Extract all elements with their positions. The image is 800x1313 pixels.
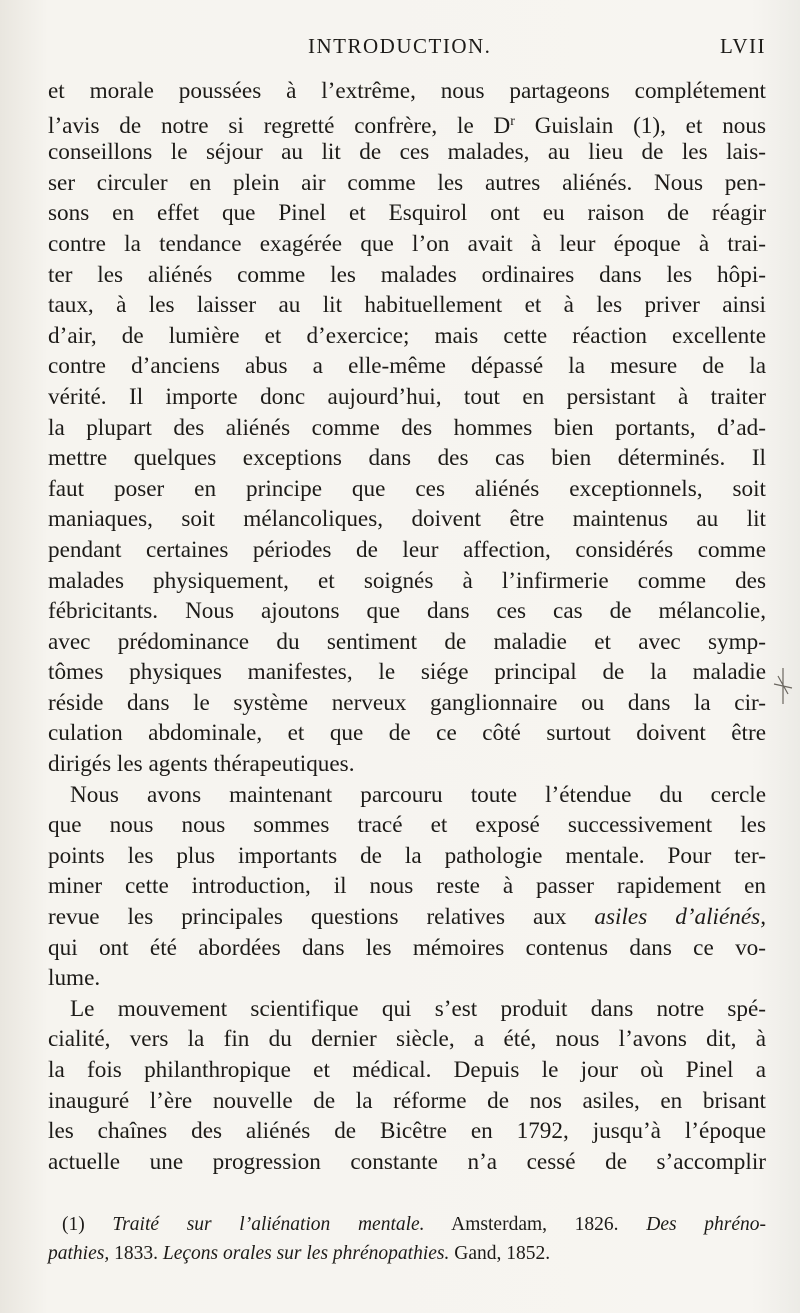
text-line: actuelle une progression constante n’a cessé de s’accomplir bbox=[48, 1148, 766, 1175]
text-fragment: Guislain (1), et nous bbox=[514, 112, 766, 139]
footnote bbox=[48, 1210, 766, 1268]
text-line: malades physiquement, et soignés à l’infirmerie comme des bbox=[48, 567, 766, 594]
footnote-line bbox=[48, 1210, 766, 1239]
page-number: LVII bbox=[719, 34, 766, 58]
text-line: ter les aliénés comme les malades ordinaires dans les hôpi- bbox=[48, 261, 766, 288]
text-line: dirigés les agents thérapeutiques. bbox=[48, 751, 355, 778]
text-line: et morale poussées à l’extrême, nous partageons complétement bbox=[48, 78, 766, 104]
text-line: lume. bbox=[48, 965, 101, 992]
text-line: faut poser en principe que ces aliénés exceptionnels, soit bbox=[48, 475, 766, 502]
text-line: contre la tendance exagérée que l’on avait à leur époque à trai- bbox=[48, 230, 766, 257]
text-line: miner cette introduction, il nous reste à passer rapidement en bbox=[48, 873, 766, 900]
text-line: mettre quelques exceptions dans des cas bien déterminés. Il bbox=[48, 445, 766, 472]
footnote-title: Des phréno- bbox=[646, 1214, 766, 1235]
footnote-title: Leçons orales sur les phrénopathies. bbox=[162, 1243, 450, 1264]
text-line: ser circuler en plein air comme les autres aliénés. Nous pen- bbox=[48, 169, 766, 196]
italic-phrase: asiles d’aliénés, bbox=[594, 904, 766, 931]
text-line: maniaques, soit mélancoliques, doivent être maintenus au lit bbox=[48, 506, 766, 533]
text-line: la plupart des aliénés comme des hommes bien portants, d’ad- bbox=[48, 414, 766, 441]
running-head bbox=[48, 34, 766, 64]
text-line: tômes physiques manifestes, le siége principal de la maladie bbox=[48, 659, 766, 686]
text-line: avec prédominance du sentiment de maladie et avec symp- bbox=[48, 628, 766, 655]
text-line: culation abdominale, et que de ce côté surtout doivent être bbox=[48, 720, 766, 747]
body-text bbox=[48, 76, 766, 1177]
text-line: Le mouvement scientifique qui s’est produit dans notre spé- bbox=[70, 995, 766, 1022]
text-line: points les plus importants de la pathologie mentale. Pour ter- bbox=[48, 842, 766, 869]
text-line: vérité. Il importe donc aujourd’hui, tout en persistant à traiter bbox=[48, 383, 766, 410]
text-line: taux, à les laisser au lit habituellement et à les priver ainsi bbox=[48, 292, 766, 319]
superscript: r bbox=[510, 113, 515, 129]
text-fragment: revue les principales questions relatives aux bbox=[48, 904, 595, 931]
text-line: qui ont été abordées dans les mémoires contenus dans ce vo- bbox=[48, 934, 766, 961]
text-fragment: l’avis de notre si regretté confrère, le D bbox=[48, 112, 511, 139]
text-line: contre d’anciens abus a elle-même dépassé la mesure de la bbox=[48, 353, 766, 380]
text-line: d’air, de lumière et d’exercice; mais cette réaction excellente bbox=[48, 322, 766, 349]
margin-mark-icon bbox=[770, 666, 796, 706]
text-line: la fois philanthropique et médical. Depuis le jour où Pinel a bbox=[48, 1057, 766, 1083]
footnote-line bbox=[48, 1239, 766, 1268]
text-line: pendant certaines périodes de leur affection, considérés comme bbox=[48, 536, 766, 563]
footnote-marker: (1) bbox=[62, 1214, 113, 1235]
text-line: inauguré l’ère nouvelle de la réforme de nos asiles, en brisant bbox=[48, 1087, 766, 1114]
footnote-title: Traité sur l’aliénation mentale. bbox=[112, 1214, 425, 1235]
text-line: Nous avons maintenant parcouru toute l’étendue du cercle bbox=[70, 781, 766, 808]
text-line: fébricitants. Nous ajoutons que dans ces cas de mélancolie, bbox=[48, 598, 766, 625]
footnote-title: pathies, bbox=[48, 1243, 110, 1264]
text-line bbox=[48, 902, 766, 933]
text-line: les chaînes des aliénés de Bicêtre en 1792, jusqu’à l’époque bbox=[48, 1118, 766, 1145]
footnote-text: Gand, 1852. bbox=[449, 1243, 551, 1264]
text-line bbox=[48, 107, 766, 138]
chapter-title: INTRODUCTION. bbox=[308, 34, 492, 58]
text-line: cialité, vers la fin du dernier siècle, a été, nous l’avons dit, à bbox=[48, 1026, 766, 1053]
text-line: sons en effet que Pinel et Esquirol ont eu raison de réagir bbox=[48, 200, 766, 227]
text-line: conseillons le séjour au lit de ces malades, au lieu de les lais- bbox=[48, 139, 766, 166]
text-line: réside dans le système nerveux ganglionnaire ou dans la cir- bbox=[48, 689, 766, 716]
footnote-text: 1833. bbox=[109, 1243, 163, 1264]
footnote-text: Amsterdam, 1826. bbox=[424, 1214, 647, 1235]
text-line: que nous nous sommes tracé et exposé successivement les bbox=[48, 812, 766, 839]
